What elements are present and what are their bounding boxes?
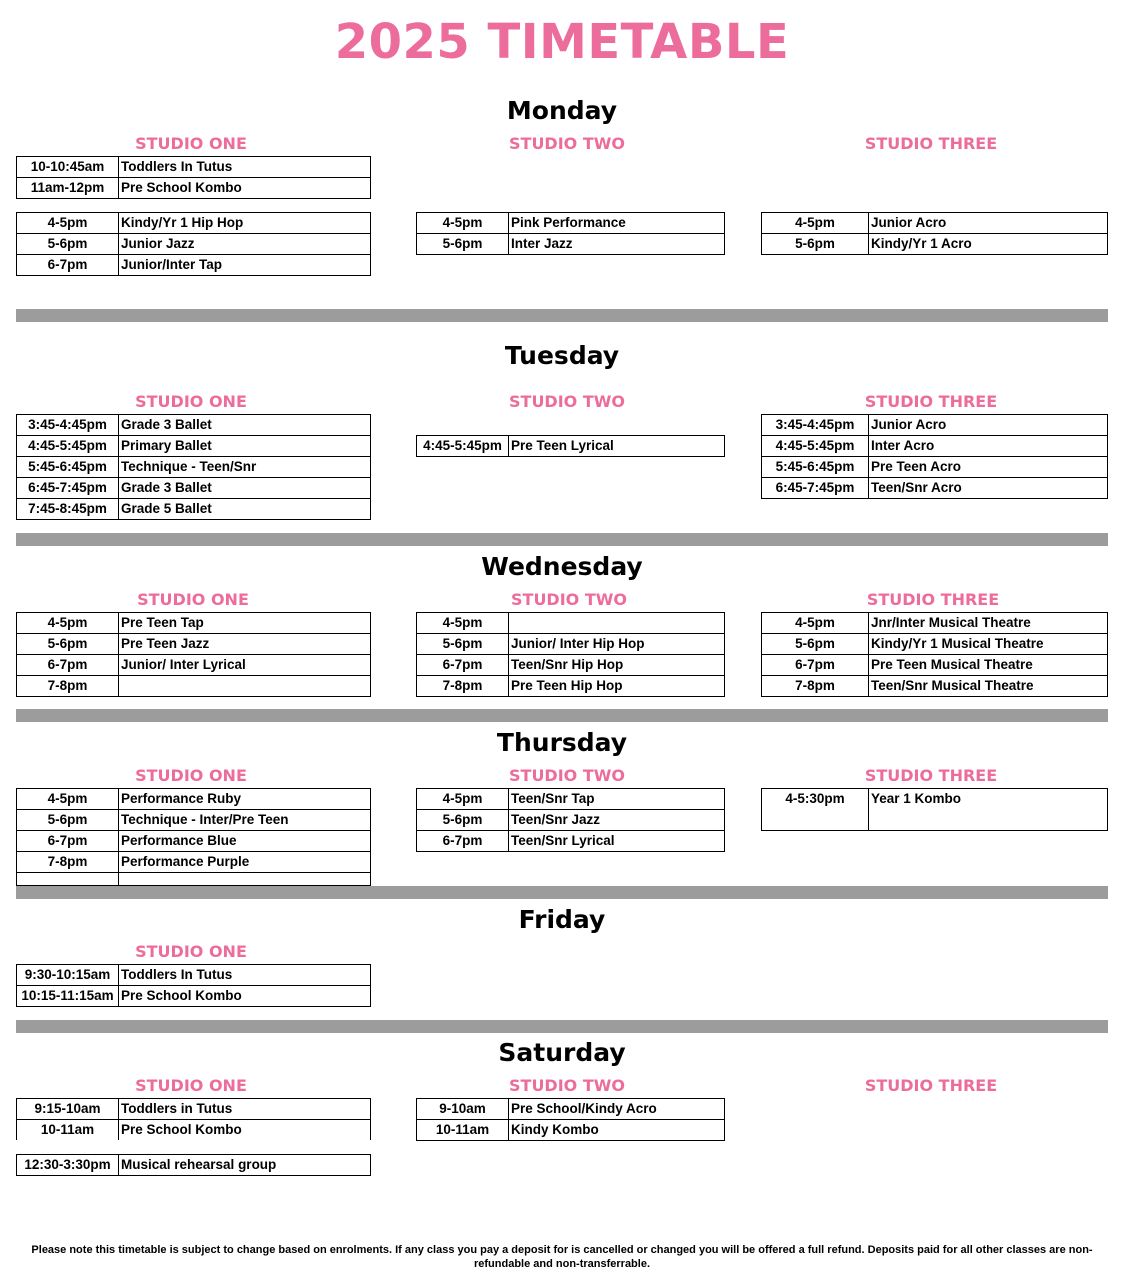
class-time: 12:30-3:30pm <box>17 1155 119 1176</box>
class-name: Junior/Inter Tap <box>119 255 371 276</box>
class-name: Junior/ Inter Hip Hop <box>509 634 725 655</box>
studio-three-heading: STUDIO THREE <box>864 1076 998 1095</box>
class-time: 6:45-7:45pm <box>762 478 869 499</box>
class-time: 4-5pm <box>762 613 869 634</box>
wednesday-studio-one-table <box>16 612 371 697</box>
class-time: 10-11am <box>417 1120 509 1141</box>
day-divider <box>16 309 1108 322</box>
table-row <box>417 613 725 634</box>
table-row <box>17 986 371 1007</box>
class-time: 7-8pm <box>417 676 509 697</box>
table-row <box>17 676 371 697</box>
table-row <box>762 415 1108 436</box>
class-name: Pre Teen Jazz <box>119 634 371 655</box>
studio-three-heading: STUDIO THREE <box>864 134 998 153</box>
class-time: 11am-12pm <box>17 178 119 199</box>
table-row <box>417 810 725 831</box>
monday-studio-three-table <box>761 212 1108 255</box>
table-row <box>17 852 371 873</box>
class-time: 10:15-11:15am <box>17 986 119 1007</box>
class-name: Junior Acro <box>869 213 1108 234</box>
footnote: Please note this timetable is subject to change based on enrolments. If any class you pay a deposit for is cancelled or changed you will be offered a full refund. Deposits paid for all other classes are non-refundable and non-transferrable. <box>31 1244 1093 1270</box>
table-row <box>762 613 1108 634</box>
class-time: 9:15-10am <box>17 1099 119 1120</box>
class-name: Musical rehearsal group <box>119 1155 371 1176</box>
class-name: Toddlers in Tutus <box>119 1099 371 1120</box>
table-row <box>17 831 371 852</box>
monday-studio-two-table <box>416 212 725 255</box>
tuesday-studio-three-table <box>761 414 1108 499</box>
class-name: Pre Teen Lyrical <box>509 436 725 457</box>
table-row <box>762 789 1108 831</box>
class-time: 5-6pm <box>762 234 869 255</box>
class-name: Pre Teen Acro <box>869 457 1108 478</box>
class-name: Junior/ Inter Lyrical <box>119 655 371 676</box>
class-name: Toddlers In Tutus <box>119 965 371 986</box>
studio-two-heading: STUDIO TWO <box>509 134 625 153</box>
table-row <box>17 810 371 831</box>
table-row <box>417 213 725 234</box>
table-row <box>762 213 1108 234</box>
class-time: 6:45-7:45pm <box>17 478 119 499</box>
table-row <box>417 831 725 852</box>
class-time: 5-6pm <box>17 234 119 255</box>
table-row <box>17 873 371 886</box>
studio-three-heading: STUDIO THREE <box>864 392 998 411</box>
class-name: Technique - Inter/Pre Teen <box>119 810 371 831</box>
class-name: Pink Performance <box>509 213 725 234</box>
studio-two-heading: STUDIO TWO <box>509 1076 625 1095</box>
class-name: Kindy/Yr 1 Musical Theatre <box>869 634 1108 655</box>
friday-studio-one-table <box>16 964 371 1007</box>
table-row <box>17 457 371 478</box>
class-name: Pre Teen Hip Hop <box>509 676 725 697</box>
class-time: 10-10:45am <box>17 157 119 178</box>
table-row <box>17 478 371 499</box>
class-name: Teen/Snr Musical Theatre <box>869 676 1108 697</box>
tuesday-studio-two-table <box>416 435 725 457</box>
studio-two-heading: STUDIO TWO <box>509 392 625 411</box>
table-row <box>417 655 725 676</box>
class-time: 7-8pm <box>17 676 119 697</box>
class-name: Technique - Teen/Snr <box>119 457 371 478</box>
class-name: Pre Teen Musical Theatre <box>869 655 1108 676</box>
class-name: Inter Jazz <box>509 234 725 255</box>
class-time: 5-6pm <box>17 810 119 831</box>
class-name: Junior Jazz <box>119 234 371 255</box>
table-row <box>17 613 371 634</box>
class-name: Inter Acro <box>869 436 1108 457</box>
studio-one-heading: STUDIO ONE <box>135 942 247 961</box>
class-name: Grade 3 Ballet <box>119 478 371 499</box>
table-row <box>17 157 371 178</box>
tuesday-studio-one-table <box>16 414 371 520</box>
thursday-studio-three-table <box>761 788 1108 831</box>
table-row <box>417 234 725 255</box>
class-time: 5-6pm <box>762 634 869 655</box>
class-name: Grade 3 Ballet <box>119 415 371 436</box>
table-row <box>17 789 371 810</box>
class-time: 6-7pm <box>17 831 119 852</box>
class-name: Primary Ballet <box>119 436 371 457</box>
day-heading-saturday: Saturday <box>498 1038 626 1067</box>
class-time: 4-5pm <box>417 789 509 810</box>
class-name: Kindy/Yr 1 Hip Hop <box>119 213 371 234</box>
studio-one-heading: STUDIO ONE <box>137 590 249 609</box>
class-time: 4:45-5:45pm <box>762 436 869 457</box>
class-time: 5-6pm <box>417 810 509 831</box>
page-title: 2025 TIMETABLE <box>334 14 790 70</box>
class-time: 6-7pm <box>17 255 119 276</box>
class-time: 4-5:30pm <box>762 789 869 831</box>
day-heading-monday: Monday <box>506 96 618 125</box>
class-name: Teen/Snr Tap <box>509 789 725 810</box>
class-time: 7:45-8:45pm <box>17 499 119 520</box>
class-time: 3:45-4:45pm <box>17 415 119 436</box>
class-time: 4-5pm <box>762 213 869 234</box>
class-time: 7-8pm <box>762 676 869 697</box>
table-row <box>17 178 371 199</box>
class-time: 3:45-4:45pm <box>762 415 869 436</box>
table-row <box>17 1155 371 1176</box>
class-name: Year 1 Kombo <box>869 789 1108 831</box>
class-name: Pre School/Kindy Acro <box>509 1099 725 1120</box>
table-row <box>417 634 725 655</box>
day-heading-friday: Friday <box>518 905 606 934</box>
class-time: 6-7pm <box>417 831 509 852</box>
wednesday-studio-three-table <box>761 612 1108 697</box>
saturday-studio-one-morning-table <box>16 1098 371 1140</box>
table-row <box>17 634 371 655</box>
table-row <box>762 457 1108 478</box>
class-time: 5-6pm <box>417 634 509 655</box>
class-time: 7-8pm <box>17 852 119 873</box>
table-row <box>417 676 725 697</box>
table-row <box>17 965 371 986</box>
class-time: 10-11am <box>17 1120 119 1141</box>
class-name: Performance Ruby <box>119 789 371 810</box>
table-row <box>417 789 725 810</box>
table-row <box>417 436 725 457</box>
table-row <box>762 234 1108 255</box>
monday-studio-one-afternoon-table <box>16 212 371 276</box>
class-time: 6-7pm <box>762 655 869 676</box>
table-row <box>762 676 1108 697</box>
class-name: Pre Teen Tap <box>119 613 371 634</box>
wednesday-studio-two-table <box>416 612 725 697</box>
studio-one-heading: STUDIO ONE <box>135 134 247 153</box>
studio-two-heading: STUDIO TWO <box>509 766 625 785</box>
day-divider <box>16 533 1108 546</box>
table-row <box>17 415 371 436</box>
studio-three-heading: STUDIO THREE <box>866 590 1000 609</box>
class-time: 4-5pm <box>417 613 509 634</box>
table-row <box>17 213 371 234</box>
studio-one-heading: STUDIO ONE <box>135 392 247 411</box>
studio-three-heading: STUDIO THREE <box>864 766 998 785</box>
class-name: Teen/Snr Jazz <box>509 810 725 831</box>
table-row <box>417 1120 725 1141</box>
day-heading-tuesday: Tuesday <box>504 341 620 370</box>
class-name: Kindy/Yr 1 Acro <box>869 234 1108 255</box>
saturday-studio-one-afternoon-table <box>16 1154 371 1176</box>
class-time: 5:45-6:45pm <box>762 457 869 478</box>
class-time: 6-7pm <box>417 655 509 676</box>
class-time: 4-5pm <box>417 213 509 234</box>
monday-studio-one-morning-table <box>16 156 371 199</box>
table-row <box>762 655 1108 676</box>
class-time: 5-6pm <box>417 234 509 255</box>
class-time: 4-5pm <box>17 613 119 634</box>
saturday-studio-two-table <box>416 1098 725 1141</box>
class-time: 5:45-6:45pm <box>17 457 119 478</box>
table-row <box>17 436 371 457</box>
class-name: Teen/Snr Hip Hop <box>509 655 725 676</box>
table-row <box>762 436 1108 457</box>
class-name: Performance Purple <box>119 852 371 873</box>
class-name: Grade 5 Ballet <box>119 499 371 520</box>
class-name: Performance Blue <box>119 831 371 852</box>
class-name: Toddlers In Tutus <box>119 157 371 178</box>
class-name: Jnr/Inter Musical Theatre <box>869 613 1108 634</box>
class-name <box>509 613 725 634</box>
day-heading-thursday: Thursday <box>496 728 628 757</box>
class-name <box>119 873 371 886</box>
class-time: 9:30-10:15am <box>17 965 119 986</box>
class-time: 5-6pm <box>17 634 119 655</box>
table-row <box>17 1120 371 1141</box>
class-name: Junior Acro <box>869 415 1108 436</box>
class-time <box>17 873 119 886</box>
class-time: 4:45-5:45pm <box>17 436 119 457</box>
day-divider <box>16 1020 1108 1033</box>
table-row <box>417 1099 725 1120</box>
class-time: 6-7pm <box>17 655 119 676</box>
class-name: Pre School Kombo <box>119 986 371 1007</box>
day-divider <box>16 709 1108 722</box>
class-time: 9-10am <box>417 1099 509 1120</box>
table-row <box>17 234 371 255</box>
class-time: 4-5pm <box>17 213 119 234</box>
class-name <box>119 676 371 697</box>
class-name: Pre School Kombo <box>119 178 371 199</box>
day-heading-wednesday: Wednesday <box>481 552 643 581</box>
thursday-studio-one-table <box>16 788 371 886</box>
table-row <box>17 499 371 520</box>
class-time: 4-5pm <box>17 789 119 810</box>
studio-one-heading: STUDIO ONE <box>135 1076 247 1095</box>
table-row <box>17 655 371 676</box>
studio-two-heading: STUDIO TWO <box>511 590 627 609</box>
table-row <box>762 634 1108 655</box>
thursday-studio-two-table <box>416 788 725 852</box>
class-name: Teen/Snr Acro <box>869 478 1108 499</box>
class-name: Kindy Kombo <box>509 1120 725 1141</box>
class-name: Pre School Kombo <box>119 1120 371 1141</box>
day-divider <box>16 886 1108 899</box>
table-row <box>17 1099 371 1120</box>
class-time: 4:45-5:45pm <box>417 436 509 457</box>
studio-one-heading: STUDIO ONE <box>135 766 247 785</box>
class-name: Teen/Snr Lyrical <box>509 831 725 852</box>
table-row <box>762 478 1108 499</box>
table-row <box>17 255 371 276</box>
